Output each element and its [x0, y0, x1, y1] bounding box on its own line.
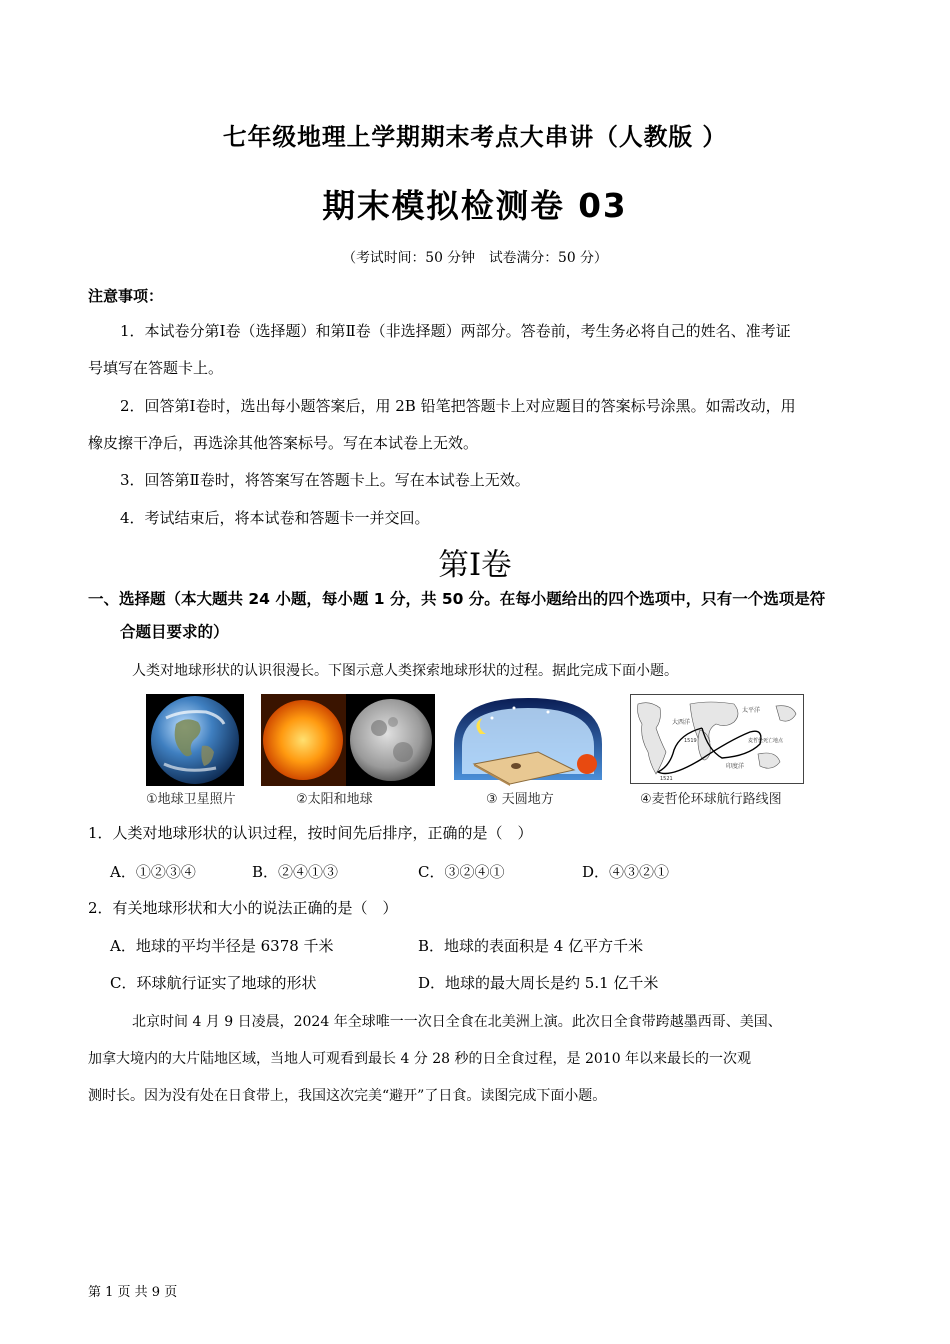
notice-item-4: 4．考试结束后，将本试卷和答题卡一并交回。: [120, 509, 430, 527]
question-1-option-b: B．②④①③: [252, 863, 339, 881]
caption-2: ②太阳和地球: [296, 792, 373, 807]
round-sky-square-earth-diagram: [452, 694, 604, 786]
map-label-indian: 印度洋: [726, 763, 745, 770]
volume-title: 第Ⅰ卷: [438, 548, 512, 583]
map-label-pacific: 太平洋: [742, 707, 761, 714]
map-label-death-place: 麦哲伦死亡地点: [748, 738, 784, 744]
intro-paragraph-1: 人类对地球形状的认识很漫长。下图示意人类探索地球形状的过程。据此完成下面小题。: [132, 663, 678, 679]
caption-4: ④麦哲伦环球航行路线图: [640, 792, 782, 807]
notice-label: 注意事项：: [88, 287, 164, 305]
notice-item-2-line-2: 橡皮擦干净后，再选涂其他答案标号。写在本试卷上无效。: [88, 434, 479, 452]
intro-paragraph-2-line-3: 测时长。因为没有处在日食带上，我国这次完美“避开”了日食。读图完成下面小题。: [88, 1088, 607, 1104]
question-2-option-a: A．地球的平均半径是 6378 千米: [110, 937, 334, 955]
section-heading-line-2: 合题目要求的）: [120, 623, 229, 641]
question-2-option-b: B．地球的表面积是 4 亿平方千米: [418, 937, 644, 955]
question-1-stem: 1．人类对地球形状的认识过程，按时间先后排序，正确的是（ ）: [88, 824, 533, 842]
question-2-stem: 2．有关地球形状和大小的说法正确的是（ ）: [88, 899, 398, 917]
notice-item-1-line-1: 1．本试卷分第Ⅰ卷（选择题）和第Ⅱ卷（非选择题）两部分。答卷前，考生务必将自己的姓名、准考证: [120, 322, 791, 340]
question-1-option-c: C．③②④①: [418, 863, 505, 881]
question-1-option-a: A．①②③④: [110, 863, 196, 881]
section-heading-line-1: 一、选择题（本大题共 24 小题，每小题 1 分，共 50 分。在每小题给出的四个选项中，只有一个选项是符: [88, 590, 826, 608]
earth-photo: [146, 694, 244, 786]
intro-paragraph-2-line-1: 北京时间 4 月 9 日凌晨，2024 年全球唯一一次日全食在北美洲上演。此次日全食带跨越墨西哥、美国、: [132, 1014, 782, 1030]
page-title: 期末模拟检测卷 03: [322, 187, 628, 225]
map-label-atlantic: 大西洋: [672, 719, 691, 726]
intro-paragraph-2-line-2: 加拿大境内的大片陆地区域，当地人可观看到最长 4 分 28 秒的日全食过程，是 2010 年以来最长的一次观: [88, 1051, 752, 1067]
exam-info: （考试时间：50 分钟 试卷满分：50 分）: [342, 250, 608, 266]
caption-1: ①地球卫星照片: [146, 792, 236, 807]
question-1-option-d: D．④③②①: [582, 863, 670, 881]
notice-item-3: 3．回答第Ⅱ卷时，将答案写在答题卡上。写在本试卷上无效。: [120, 471, 530, 489]
page-number: 第 1 页 共 9 页: [88, 1285, 178, 1300]
map-label-start-year: 1519: [684, 738, 697, 744]
question-2-option-c: C．环球航行证实了地球的形状: [110, 974, 317, 992]
series-title: 七年级地理上学期期末考点大串讲（人教版 ）: [222, 123, 728, 151]
question-2-option-d: D．地球的最大周长是约 5.1 亿千米: [418, 974, 659, 992]
sun-and-earth-photo: [261, 694, 435, 786]
notice-item-1-line-2: 号填写在答题卡上。: [88, 359, 224, 377]
notice-item-2-line-1: 2．回答第Ⅰ卷时，选出每小题答案后，用 2B 铅笔把答题卡上对应题目的答案标号涂黑。如需改动，用: [120, 397, 796, 415]
magellan-route-map: [630, 694, 804, 784]
map-label-end-year: 1521: [660, 776, 673, 782]
caption-3: ③ 天圆地方: [486, 792, 554, 807]
